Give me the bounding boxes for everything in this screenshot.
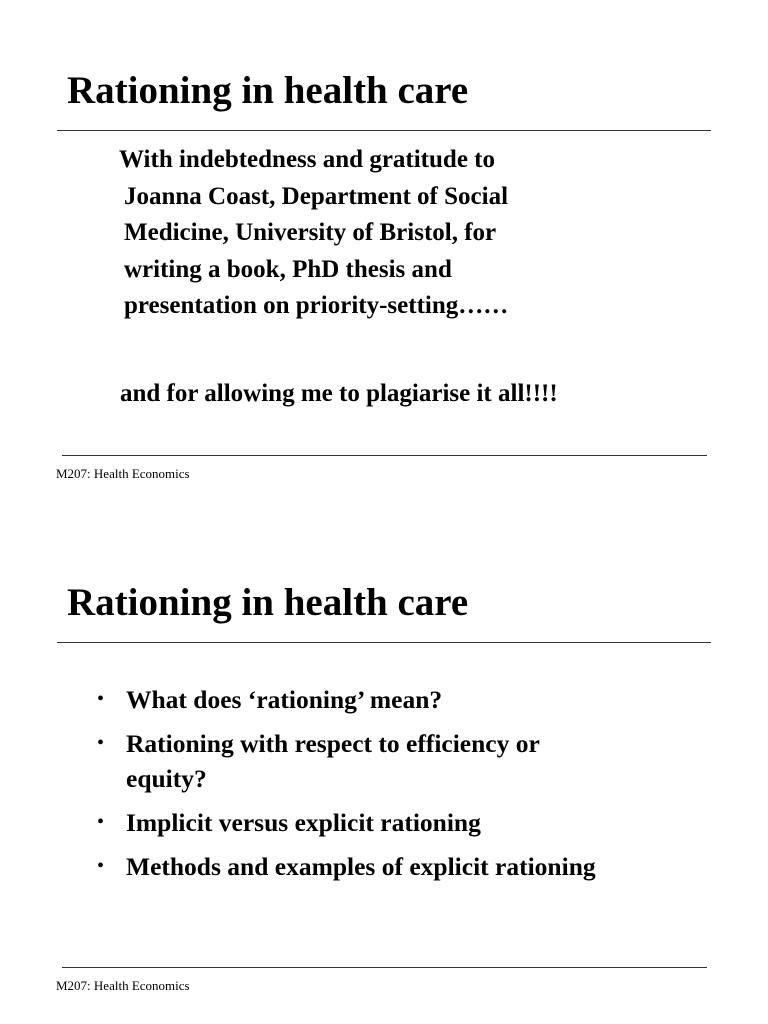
bullet-icon: • — [97, 688, 105, 710]
list-item-text: Methods and examples of explicit rationing — [126, 852, 596, 881]
bullet-icon: • — [97, 811, 105, 833]
slide-title: Rationing in health care — [67, 69, 469, 112]
slide-footer: M207: Health Economics — [56, 466, 190, 481]
list-item-text: Rationing with respect to efficiency or — [126, 729, 540, 758]
list-item — [97, 805, 717, 840]
bullet-icon: • — [97, 732, 105, 754]
acknowledgement-closing: and for allowing me to plagiarise it all!!!! — [120, 380, 558, 407]
list-item — [97, 726, 717, 796]
footer-divider — [62, 455, 707, 456]
acknowledgement-line: With indebtedness and gratitude to — [119, 146, 495, 173]
acknowledgement-line: Joanna Coast, Department of Social — [124, 182, 509, 210]
list-item-text: equity? — [126, 764, 207, 793]
slide-title: Rationing in health care — [67, 581, 469, 624]
acknowledgement-line: writing a book, PhD thesis and — [124, 255, 452, 283]
title-divider — [57, 642, 711, 643]
list-item — [97, 682, 717, 717]
acknowledgement-line: Medicine, University of Bristol, for — [124, 219, 497, 246]
list-item-text: What does ‘rationing’ mean? — [126, 685, 443, 714]
slide-footer: M207: Health Economics — [56, 978, 190, 993]
list-item-text: Implicit versus explicit rationing — [126, 808, 481, 837]
acknowledgement-line: presentation on priority-setting…… — [124, 292, 509, 319]
bullet-icon: • — [97, 855, 105, 877]
footer-divider — [62, 967, 707, 968]
acknowledgement-text — [119, 142, 639, 325]
slide-outline — [0, 512, 768, 1024]
bullet-list — [97, 682, 717, 893]
title-divider — [57, 130, 711, 131]
list-item — [97, 849, 717, 884]
